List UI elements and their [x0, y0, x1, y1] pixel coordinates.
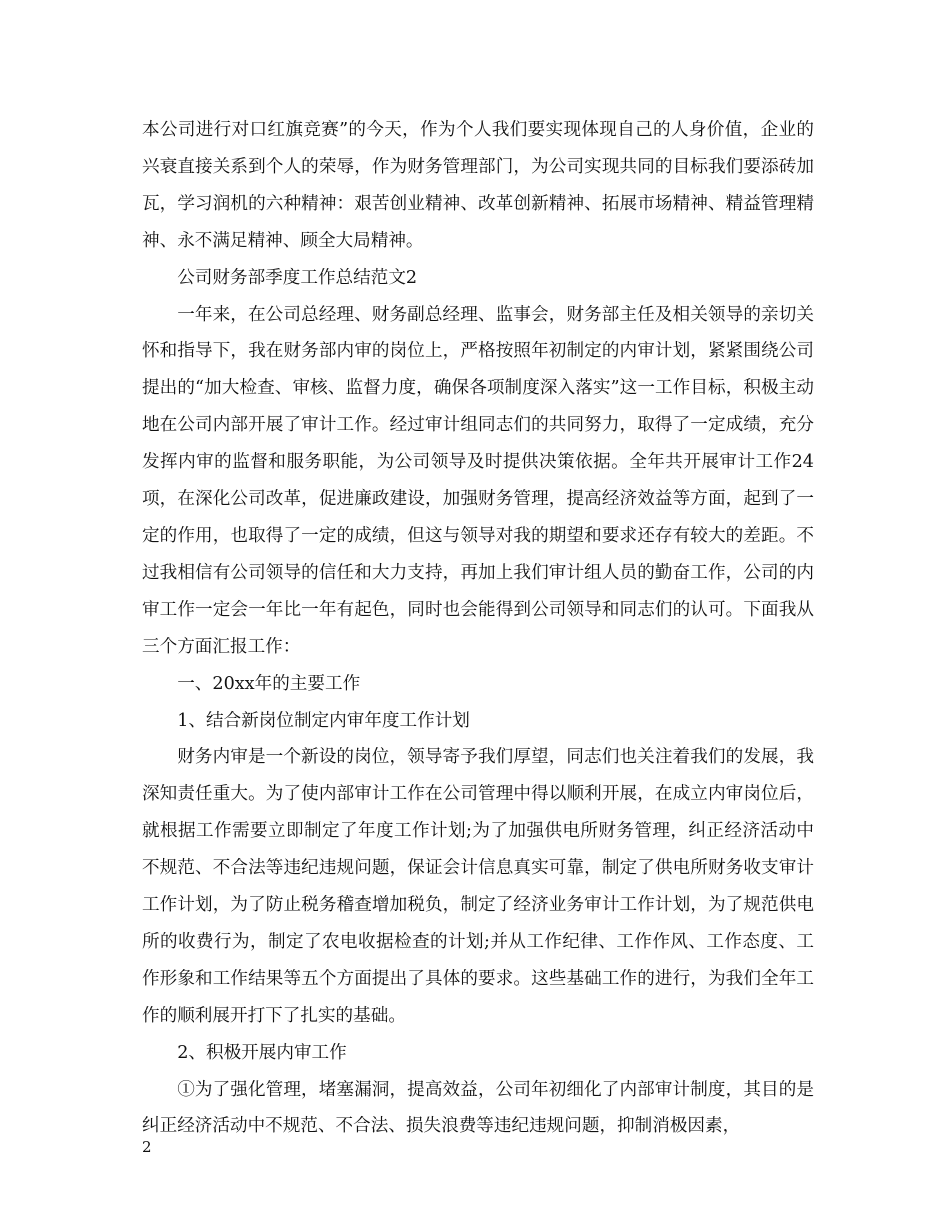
section-heading-article-2: 公司财务部季度工作总结范文2 [177, 267, 418, 288]
subheading-annual-plan: 1、结合新岗位制定内审年度工作计划 [177, 710, 470, 731]
document-body [142, 112, 814, 1145]
paragraph-continuation: 本公司进行对口红旗竞赛”的今天，作为个人我们要实现体现自己的人身价值，企业的兴衰直接关系到个人的荣辱，作为财务管理部门，为公司实现共同的目标我们要添砖加瓦，学习润机的六种精神：艰苦创业精神、改革创新精神、拓展市场精神、精益管理精神、永不满足精神、顾全大局精神。 [142, 120, 814, 251]
paragraph-intro: 一年来，在公司总经理、财务副总经理、监事会，财务部主任及相关领导的亲切关怀和指导下，我在财务部内审的岗位上，严格按照年初制定的内审计划，紧紧围绕公司提出的“加大检查、审核、监督力度，确保各项制度深入落实”这一工作目标，积极主动地在公司内部开展了审计工作。经过审计组同志们的共同努力，取得了一定成绩，充分发挥内审的监督和服务职能，为公司领导及时提供决策依据。全年共开展审计工作24项，在深化公司改革，促进廉政建设，加强财务管理，提高经济效益等方面，起到了一定的作用，也取得了一定的成绩，但这与领导对我的期望和要求还存有较大的差距。不过我相信有公司领导的信任和大力支持，再加上我们审计组人员的勤奋工作，公司的内审工作一定会一年比一年有起色，同时也会能得到公司领导和同志们的认可。下面我从三个方面汇报工作： [142, 304, 814, 657]
page-number: 2 [142, 1138, 152, 1156]
heading-main-work: 一、20xx年的主要工作 [177, 673, 361, 694]
paragraph-annual-plan: 财务内审是一个新设的岗位，领导寄予我们厚望，同志们也关注着我们的发展，我深知责任重大。为了使内部审计工作在公司管理中得以顺利开展，在成立内审岗位后，就根据工作需要立即制定了年度工作计划;为了加强供电所财务管理，纠正经济活动中不规范、不合法等违纪违规问题，保证会计信息真实可靠，制定了供电所财务收支审计工作计划，为了防止税务稽查增加税负，制定了经济业务审计工作计划，为了规范供电所的收费行为，制定了农电收据检查的计划;并从工作纪律、工作作风、工作态度、工作形象和工作结果等五个方面提出了具体的要求。这些基础工作的进行，为我们全年工作的顺利展开打下了扎实的基础。 [142, 747, 814, 1026]
subheading-internal-audit: 2、积极开展内审工作 [177, 1042, 347, 1063]
paragraph-internal-audit: ①为了强化管理，堵塞漏洞，提高效益，公司年初细化了内部审计制度，其目的是纠正经济活动中不规范、不合法、损失浪费等违纪违规问题，抑制消极因素， [142, 1079, 814, 1137]
